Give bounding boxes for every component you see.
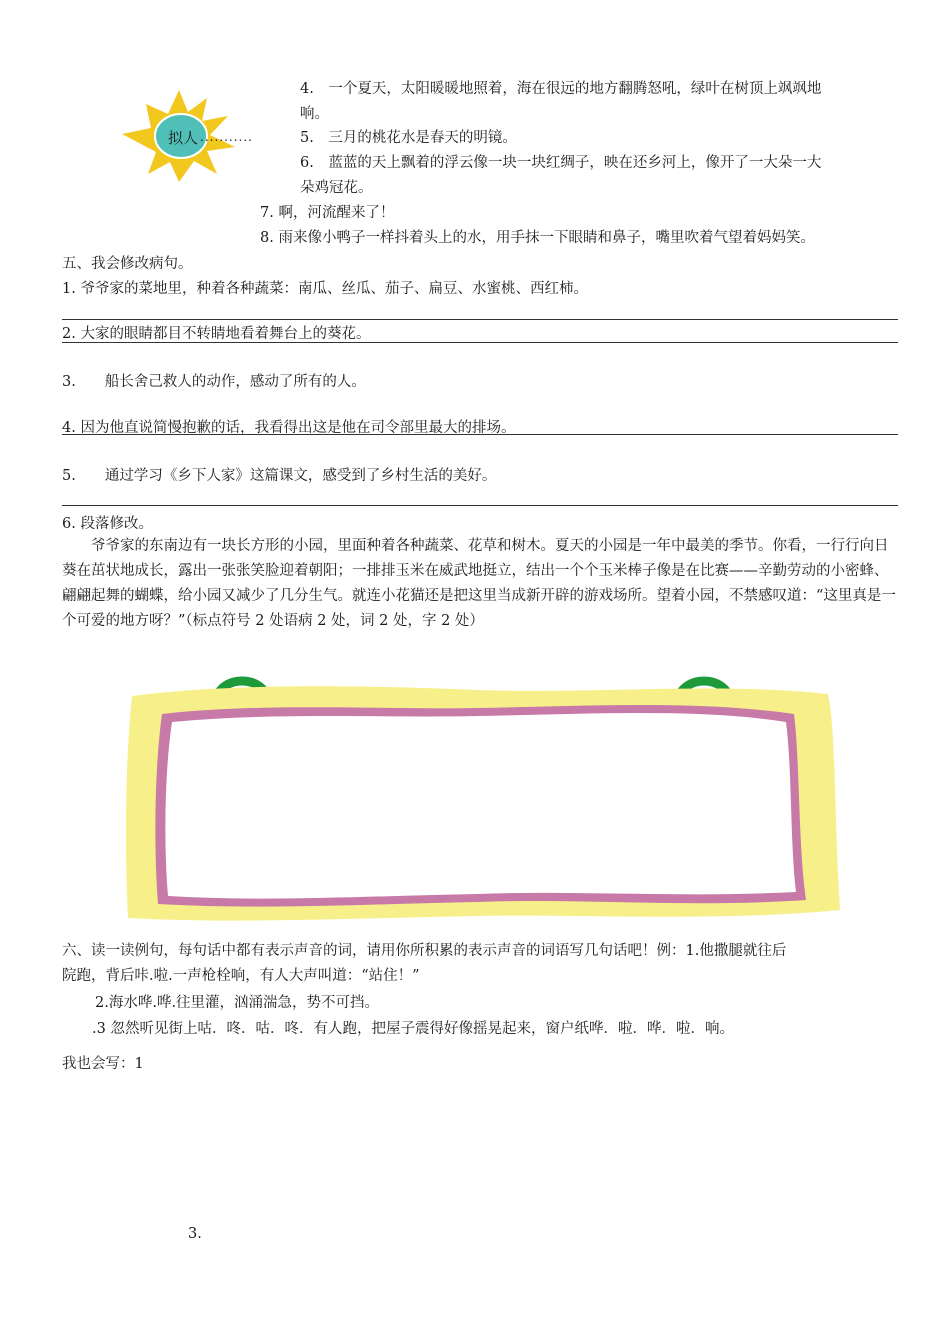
- answer-line-1: [62, 319, 898, 320]
- answer-line-4: [62, 434, 898, 435]
- section5-title: 五、我会修改病句。: [62, 256, 193, 272]
- section6-line1: 六、读一读例句，每句话中都有表示声音的词，请用你所积累的表示声音的词语写几句话吧！例：1.他撒腿就往后: [62, 943, 787, 959]
- example-7: 7. 啊，河流醒来了！: [260, 205, 395, 221]
- decorative-frame: [118, 672, 848, 934]
- section5-item-3: 3. 船长舍己救人的动作，感动了所有的人。: [62, 374, 366, 390]
- section6-line2: 院跑，背后咔.啦.一声枪栓响，有人大声叫道：“站住！”: [62, 968, 420, 984]
- example-5: 5. 三月的桃花水是春天的明镜。: [300, 130, 517, 146]
- section5-item-4: 4. 因为他直说简慢抱歉的话，我看得出这是他在司令部里最大的排场。: [62, 420, 516, 436]
- sun-dots: ...........: [200, 130, 253, 144]
- answer-line-5: [62, 505, 898, 506]
- example-4-line2: 响。: [300, 106, 329, 122]
- section6-example-2: 2.海水哗.哗.往里灌，汹涌湍急，势不可挡。: [95, 995, 380, 1011]
- example-8: 8. 雨来像小鸭子一样抖着头上的水，用手抹一下眼睛和鼻子，嘴里吹着气望着妈妈笑。: [260, 230, 815, 246]
- sun-illustration: [118, 90, 253, 182]
- write-prompt: 我也会写：1: [62, 1056, 144, 1072]
- section5-item-1: 1. 爷爷家的菜地里，种着各种蔬菜：南瓜、丝瓜、茄子、扁豆、水蜜桃、西红柿。: [62, 281, 588, 297]
- example-6-line2: 朵鸡冠花。: [300, 180, 373, 196]
- section5-item-6-title: 6. 段落修改。: [62, 516, 153, 532]
- example-4-line1: 4. 一个夏天，太阳暖暖地照着，海在很远的地方翻腾怒吼，绿叶在树顶上飒飒地: [300, 81, 822, 97]
- frame-inner-panel: [165, 713, 796, 899]
- answer-line-2: [62, 342, 898, 343]
- sun-label: 拟人: [168, 129, 199, 147]
- section5-item-5: 5. 通过学习《乡下人家》这篇课文，感受到了乡村生活的美好。: [62, 468, 497, 484]
- section5-item-2: 2. 大家的眼睛都目不转睛地看着舞台上的葵花。: [62, 326, 371, 342]
- example-6-line1: 6. 蓝蓝的天上飘着的浮云像一块一块红绸子，映在还乡河上，像开了一大朵一大: [300, 155, 822, 171]
- section6-example-3: .3 忽然听见街上咕．咚．咕．咚．有人跑，把屋子震得好像摇晃起来，窗户纸哗．啦．哗．啦．响。: [92, 1021, 734, 1037]
- write-item-3: 3.: [188, 1226, 202, 1242]
- paragraph-to-revise: 爷爷家的东南边有一块长方形的小园，里面种着各种蔬菜、花草和树木。夏天的小园是一年中最美的季节。你看，一行行向日葵在茁状地成长，露出一张张笑脸迎着朝阳；一排排玉米在威武地挺立，结出一个个玉米棒子像是在比赛——辛勤劳动的小密蜂、翩翩起舞的蝴蝶，给小园又减少了几分生气。就连小花猫还是把这里当成新开辟的游戏场所。望着小园，不禁感叹道：“这里真是一个可爱的地方呀？”（标点符号 2 处语病 2 处，词 2 处，字 2 处）: [62, 538, 896, 629]
